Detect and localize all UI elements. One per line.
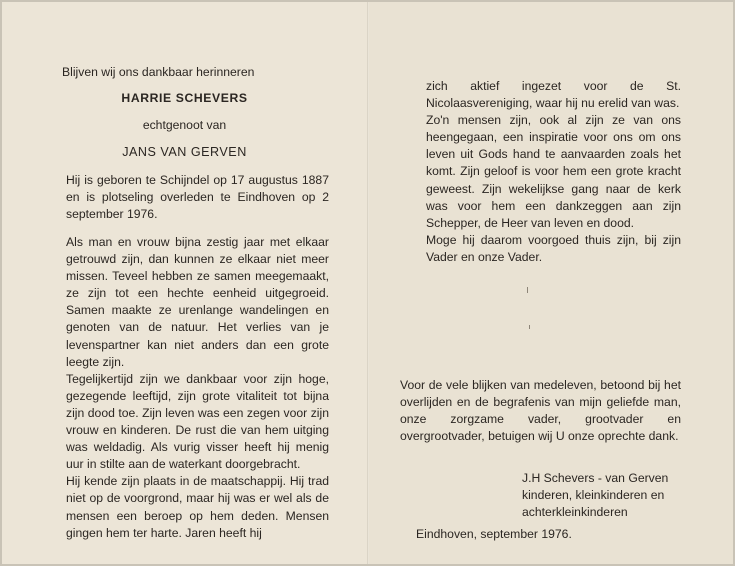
signature-grandchildren: achterkleinkinderen bbox=[522, 505, 628, 520]
paper-speck bbox=[529, 325, 530, 329]
paragraph-continuation: zich aktief ingezet voor de St. Nicolaasvereniging, waar hij nu erelid van was. bbox=[426, 79, 681, 111]
intro-line: Blijven wij ons dankbaar herinneren bbox=[62, 65, 255, 79]
memorial-card bbox=[2, 2, 733, 564]
relation-line: echtgenoot van bbox=[142, 118, 227, 132]
signature-children: kinderen, kleinkinderen en bbox=[522, 488, 665, 503]
spouse-name: JANS VAN GERVEN bbox=[122, 145, 247, 159]
paragraph-society: Hij kende zijn plaats in de maatschappij. Hij trad niet op de voorgrond, maar hij was er wel als de mensen een beroep op hem deden. Mensen gingen hem ter harte. Jaren heeft hij bbox=[66, 474, 329, 540]
place-and-date: Eindhoven, september 1976. bbox=[416, 527, 572, 541]
left-page bbox=[2, 2, 367, 564]
paragraph-marriage: Als man en vrouw bijna zestig jaar met elkaar getrouwd zijn, dan kunnen ze elkaar niet meer missen. Teveel hebben ze samen meegemaakt, ze zijn tot een hechte eenheid uitgegroeid. Samen maakte ze urenlange wandelingen en genoten van de natuur. Het verlies van je levenspartner kan niet anders dan een grote leegte zijn. bbox=[66, 235, 329, 369]
thanks-message: Voor de vele blijken van medeleven, betoond bij het overlijden en de begrafenis van mijn geliefde man, onze zorgzame vader, grootvader en overgrootvader, betuigen wij U onze oprechte dank. bbox=[400, 378, 681, 444]
paragraph-gratitude: Tegelijkertijd zijn we dankbaar voor zijn hoge, gezegende leeftijd, zijn grote vitaliteit tot bijna zijn dood toe. Zijn leven was een zegen voor zijn vrouw en kinderen. De rust die van hem uitging was weldadig. Als vurig visser heeft hij menig uur in stilte aan de waterkant doorgebracht. bbox=[66, 371, 329, 472]
right-page bbox=[369, 2, 733, 564]
paragraph-blessing: Moge hij daarom voorgoed thuis zijn, bij zijn Vader en onze Vader. bbox=[426, 232, 681, 264]
deceased-name: HARRIE SCHEVERS bbox=[121, 91, 248, 105]
birth-death-dates: Hij is geboren te Schijndel op 17 augustus 1887 en is plotseling overleden te Eindhoven op 2 september 1976. bbox=[66, 173, 329, 222]
paper-speck bbox=[527, 287, 528, 293]
signature-spouse: J.H Schevers - van Gerven bbox=[522, 471, 669, 485]
paragraph-faith: Zo'n mensen zijn, ook al zijn ze van ons heengegaan, een inspiratie voor ons om ons leven uit Gods hand te aanvaarden zoals het komt. Zijn geloof is voor hem een grote kracht geweest. Zijn wekelijkse gang naar de kerk was voor hem een dankzeggen aan zijn Schepper, de Heer van leven en dood. bbox=[426, 113, 681, 230]
